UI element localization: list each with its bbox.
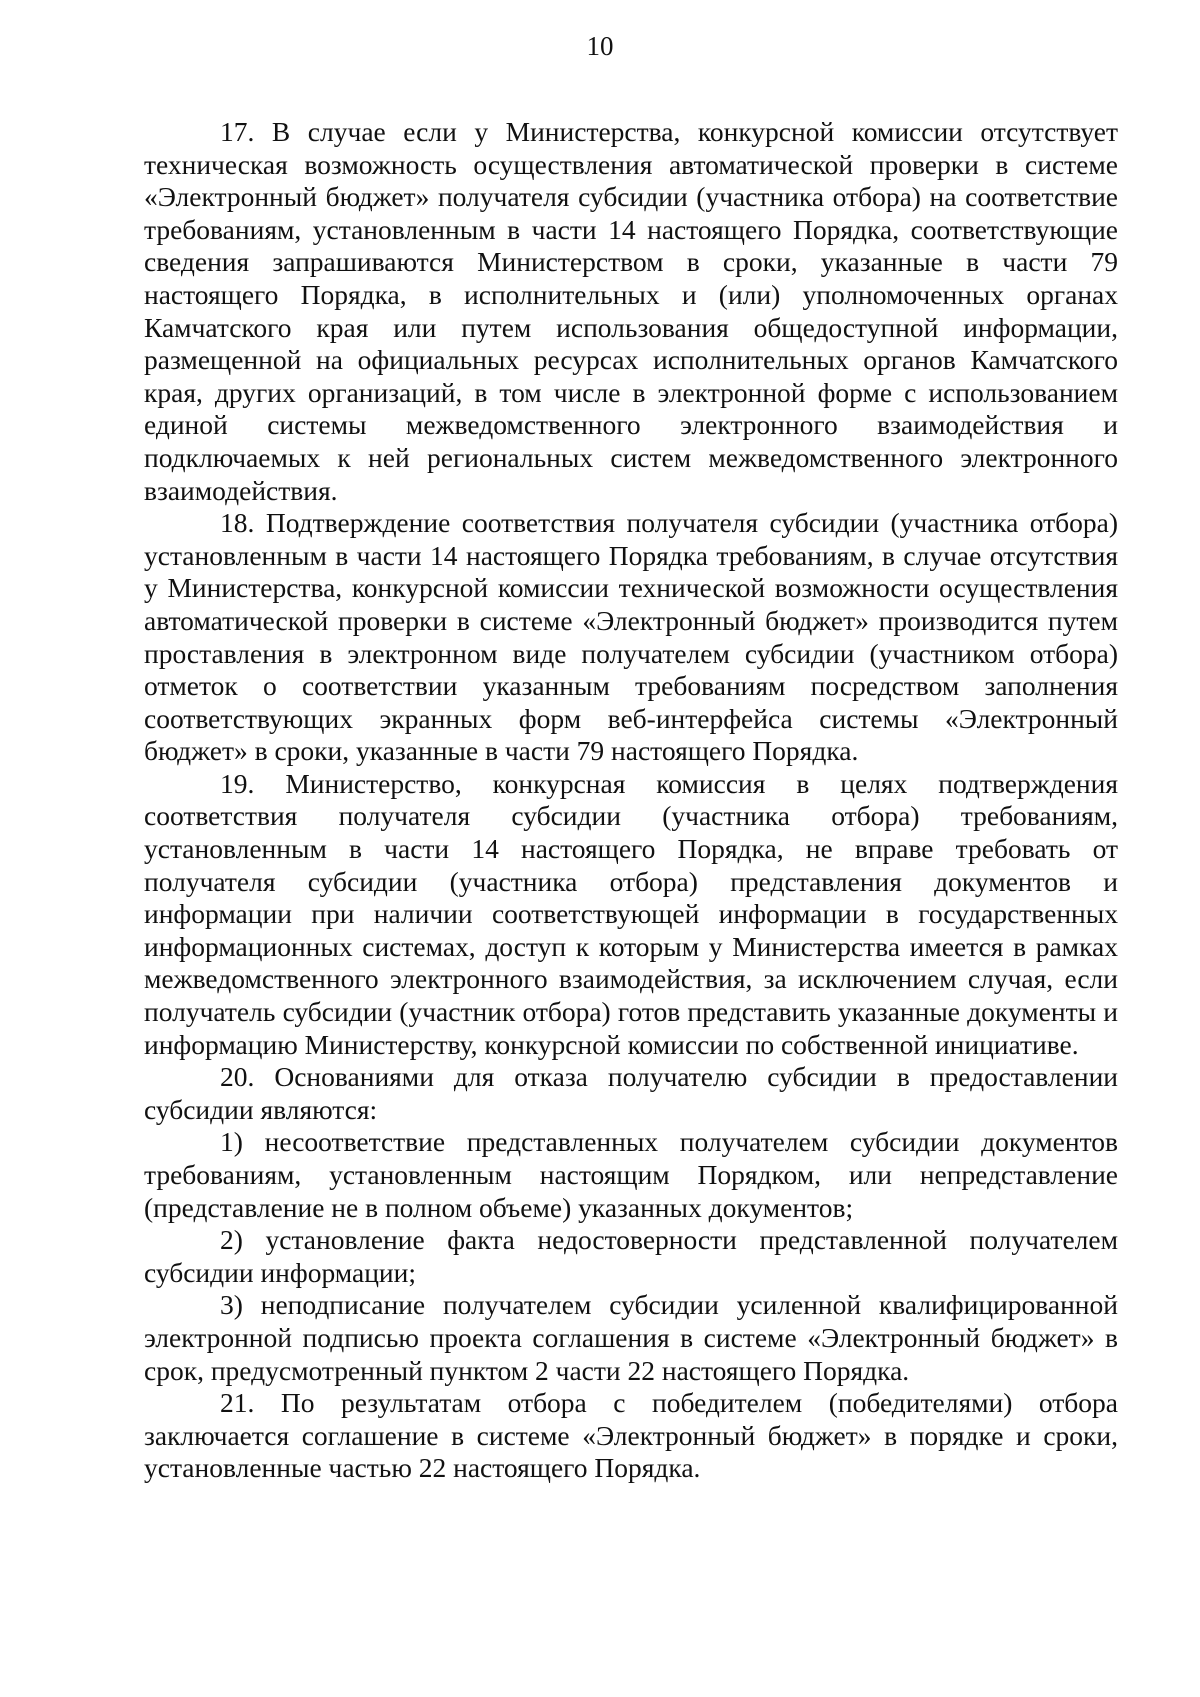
paragraph-18: 18. Подтверждение соответствия получателя субсидии (участника отбора) установленным в части 14 настоящего Порядка требованиям, в случае отсутствия у Министерства, конкурсной комиссии технической возможности осуществления автоматической проверки в системе «Электронный бюджет» производится путем проставления в электронном виде получателем субсидии (участником отбора) отметок о соответствии указанным требованиям посредством заполнения соответствующих экранных форм веб-интерфейса системы «Электронный бюджет» в сроки, указанные в части 79 настоящего Порядка. (144, 507, 1118, 767)
document-body (144, 116, 1118, 1485)
paragraph-17: 17. В случае если у Министерства, конкурсной комиссии отсутствует техническая возможность осуществления автоматической проверки в системе «Электронный бюджет» получателя субсидии (участника отбора) на соответствие требованиям, установленным в части 14 настоящего Порядка, соответствующие сведения запрашиваются Министерством в сроки, указанные в части 79 настоящего Порядка, в исполнительных и (или) уполномоченных органах Камчатского края или путем использования общедоступной информации, размещенной на официальных ресурсах исполнительных органов Камчатского края, других организаций, в том числе в электронной форме с использованием единой системы межведомственного электронного взаимодействия и подключаемых к ней региональных систем межведомственного электронного взаимодействия. (144, 116, 1118, 506)
list-item-20-1: 1) несоответствие представленных получателем субсидии документов требованиям, установленным настоящим Порядком, или непредставление (представление не в полном объеме) указанных документов; (144, 1126, 1118, 1223)
paragraph-21: 21. По результатам отбора с победителем (победителями) отбора заключается соглашение в системе «Электронный бюджет» в порядке и сроки, установленные частью 22 настоящего Порядка. (144, 1387, 1118, 1484)
paragraph-19: 19. Министерство, конкурсная комиссия в целях подтверждения соответствия получателя субсидии (участника отбора) требованиям, установленным в части 14 настоящего Порядка, не вправе требовать от получателя субсидии (участника отбора) представления документов и информации при наличии соответствующей информации в государственных информационных системах, доступ к которым у Министерства имеется в рамках межведомственного электронного взаимодействия, за исключением случая, если получатель субсидии (участник отбора) готов представить указанные документы и информацию Министерству, конкурсной комиссии по собственной инициативе. (144, 767, 1118, 1060)
list-item-20-3: 3) неподписание получателем субсидии усиленной квалифицированной электронной подписью проекта соглашения в системе «Электронный бюджет» в срок, предусмотренный пунктом 2 части 22 настоящего Порядка. (144, 1289, 1118, 1386)
page-number: 10 (586, 31, 614, 61)
list-item-20-2: 2) установление факта недостоверности представленной получателем субсидии информации; (144, 1224, 1118, 1288)
paragraph-20: 20. Основаниями для отказа получателю субсидии в предоставлении субсидии являются: (144, 1061, 1118, 1125)
